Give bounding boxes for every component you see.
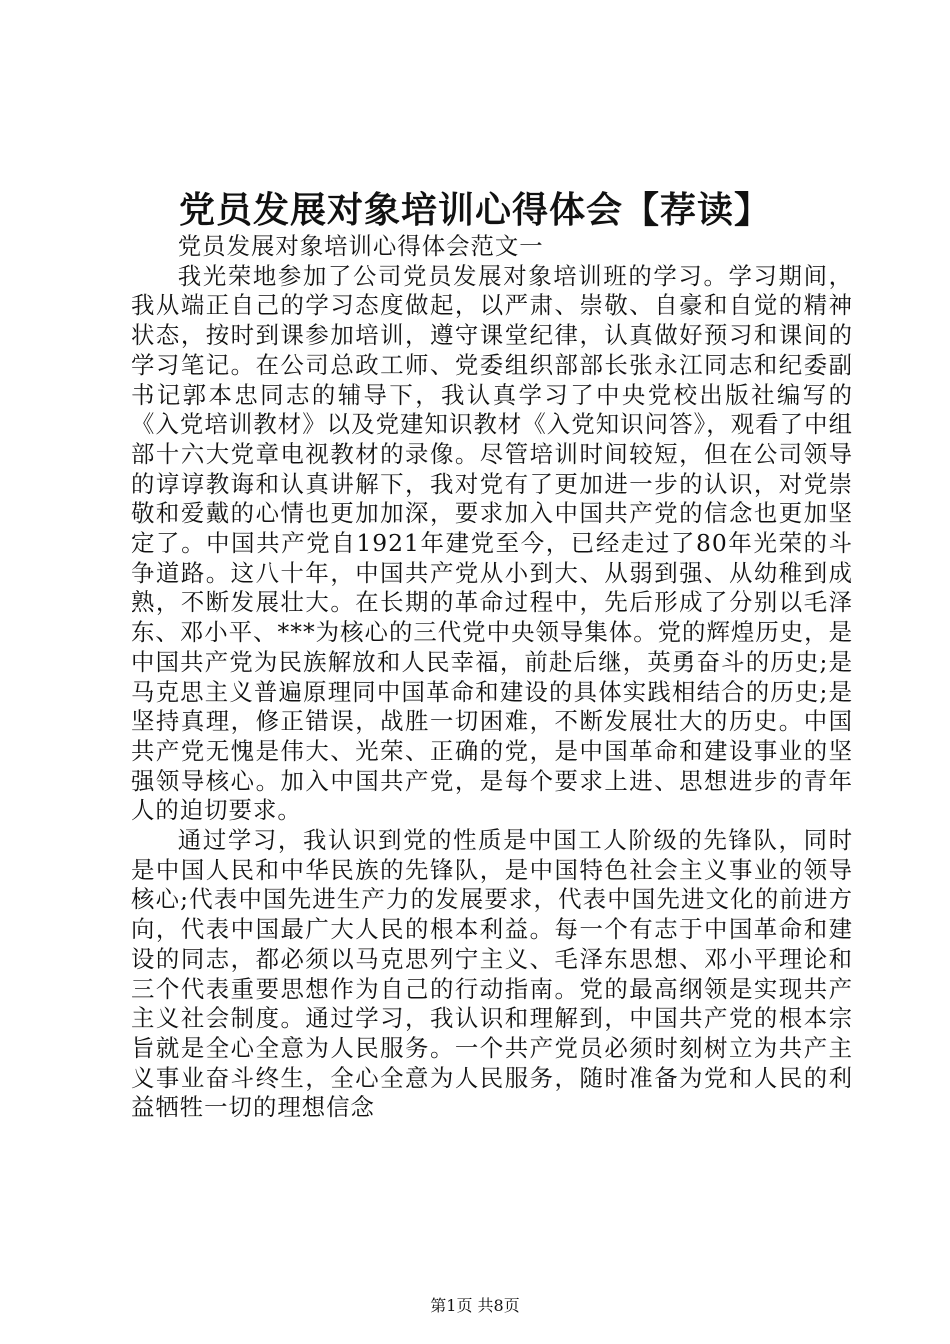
document-title: 党员发展对象培训心得体会【荐读】: [178, 189, 771, 231]
body-paragraph: 我光荣地参加了公司党员发展对象培训班的学习。学习期间，我从端正自己的学习态度做起，以严肃、崇敬、自豪和自觉的精神状态，按时到课参加培训，遵守课堂纪律，认真做好预习和课间的学习笔记。在公司总政工师、党委组织部部长张永江同志和纪委副书记郭本忠同志的辅导下，我认真学习了中央党校出版社编写的《入党培训教材》以及党建知识教材《入党知识问答》，观看了中组部十六大党章电视教材的录像。尽管培训时间较短，但在公司领导的谆谆教诲和认真讲解下，我对党有了更加进一步的认识，对党崇敬和爱戴的心情也更加加深，要求加入中国共产党的信念也更加坚定了。中国共产党自1921年建党至今，已经走过了80年光荣的斗争道路。这八十年，中国共产党从小到大、从弱到强、从幼稚到成熟，不断发展壮大。在长期的革命过程中，先后形成了分别以毛泽东、邓小平、***为核心的三代党中央领导集体。党的辉煌历史，是中国共产党为民族解放和人民幸福，前赴后继，英勇奋斗的历史;是马克思主义普遍原理同中国革命和建设的具体实践相结合的历史;是坚持真理，修正错误，战胜一切困难，不断发展壮大的历史。中国共产党无愧是伟大、光荣、正确的党，是中国革命和建设事业的坚强领导核心。加入中国共产党，是每个要求上进、思想进步的青年人的迫切要求。: [131, 261, 853, 825]
subtitle-line: 党员发展对象培训心得体会范文一: [177, 232, 544, 260]
body-paragraph: 通过学习，我认识到党的性质是中国工人阶级的先锋队，同时是中国人民和中华民族的先锋队，是中国特色社会主义事业的领导核心;代表中国先进生产力的发展要求，代表中国先进文化的前进方向，代表中国最广大人民的根本利益。每一个有志于中国革命和建设的同志，都必须以马克思列宁主义、毛泽东思想、邓小平理论和三个代表重要思想作为自己的行动指南。党的最高纲领是实现共产主义社会制度。通过学习，我认识和理解到，中国共产党的根本宗旨就是全心全意为人民服务。一个共产党员必须时刻树立为共产主义事业奋斗终生，全心全意为人民服务，随时准备为党和人民的利益牺牲一切的理想信念: [131, 826, 853, 1122]
document-body: [131, 232, 853, 1123]
page-number-footer: 第1页 共8页: [430, 1296, 520, 1315]
